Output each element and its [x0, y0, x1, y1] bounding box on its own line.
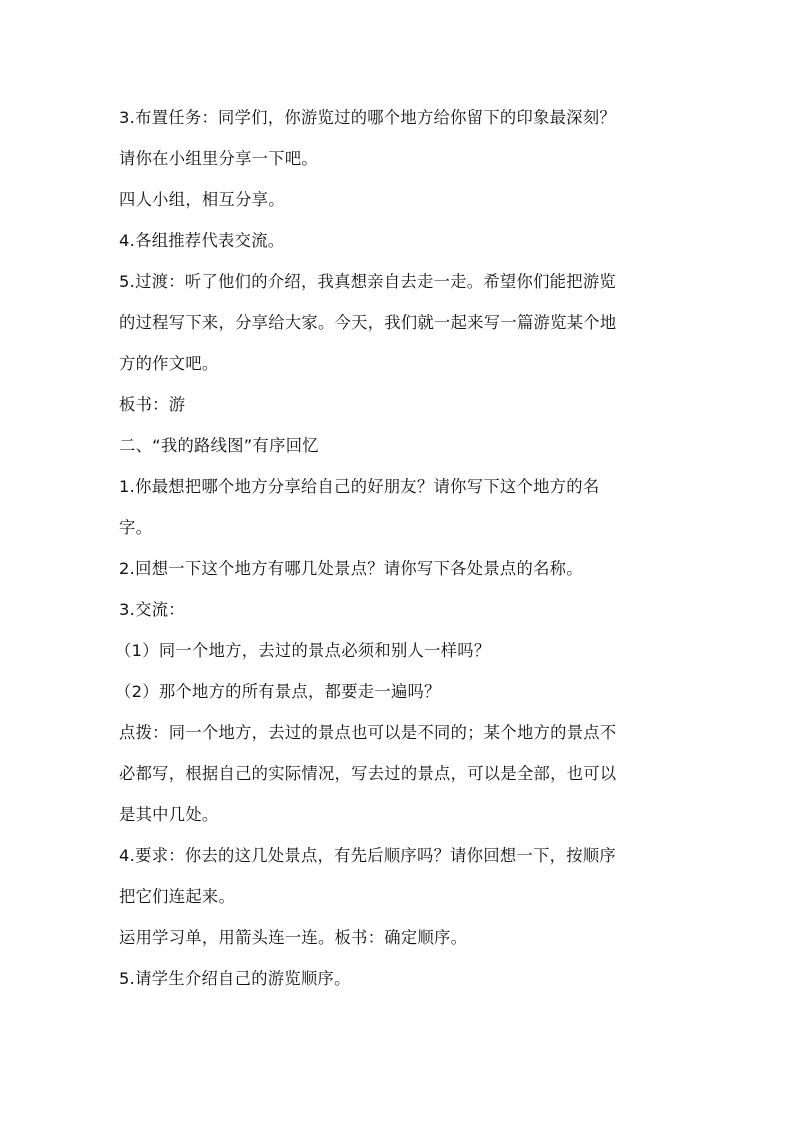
text-line: 点拨：同一个地方，去过的景点也可以是不同的；某个地方的景点不 — [119, 723, 617, 742]
text-line: 5.过渡：听了他们的介绍，我真想亲自去走一走。希望你们能把游览 — [119, 272, 616, 291]
text-line: （2）那个地方的所有景点，都要走一遍吗？ — [115, 682, 441, 701]
text-line: 2.回想一下这个地方有哪几处景点？请你写下各处景点的名称。 — [119, 559, 583, 578]
text-line: 板书：游 — [119, 395, 186, 414]
text-line: 的过程写下来，分享给大家。今天，我们就一起来写一篇游览某个地 — [119, 313, 617, 332]
text-line: 必都写，根据自己的实际情况，写去过的景点，可以是全部，也可以 — [119, 764, 617, 783]
text-line: 请你在小组里分享一下吧。 — [119, 149, 318, 168]
text-line: 1.你最想把哪个地方分享给自己的好朋友？请你写下这个地方的名 — [119, 477, 600, 496]
document-body — [115, 101, 689, 1003]
text-line: 3.交流： — [119, 600, 185, 619]
text-line: 4.要求：你去的这几处景点，有先后顺序吗？请你回想一下，按顺序 — [119, 846, 616, 865]
text-line: （1）同一个地方，去过的景点必须和别人一样吗？ — [115, 641, 491, 660]
text-line: 字。 — [119, 518, 153, 537]
text-line: 3.布置任务：同学们，你游览过的哪个地方给你留下的印象最深刻？ — [119, 108, 616, 127]
text-line: 是其中几处。 — [119, 805, 219, 824]
text-line: 5.请学生介绍自己的游览顺序。 — [119, 969, 351, 988]
text-line: 运用学习单，用箭头连一连。板书：确定顺序。 — [119, 928, 468, 947]
text-line: 四人小组，相互分享。 — [119, 190, 285, 209]
section-heading: 二、“我的路线图”有序回忆 — [119, 436, 319, 455]
text-line: 方的作文吧。 — [119, 354, 219, 373]
text-line: 把它们连起来。 — [119, 887, 236, 906]
text-line: 4.各组推荐代表交流。 — [119, 231, 285, 250]
